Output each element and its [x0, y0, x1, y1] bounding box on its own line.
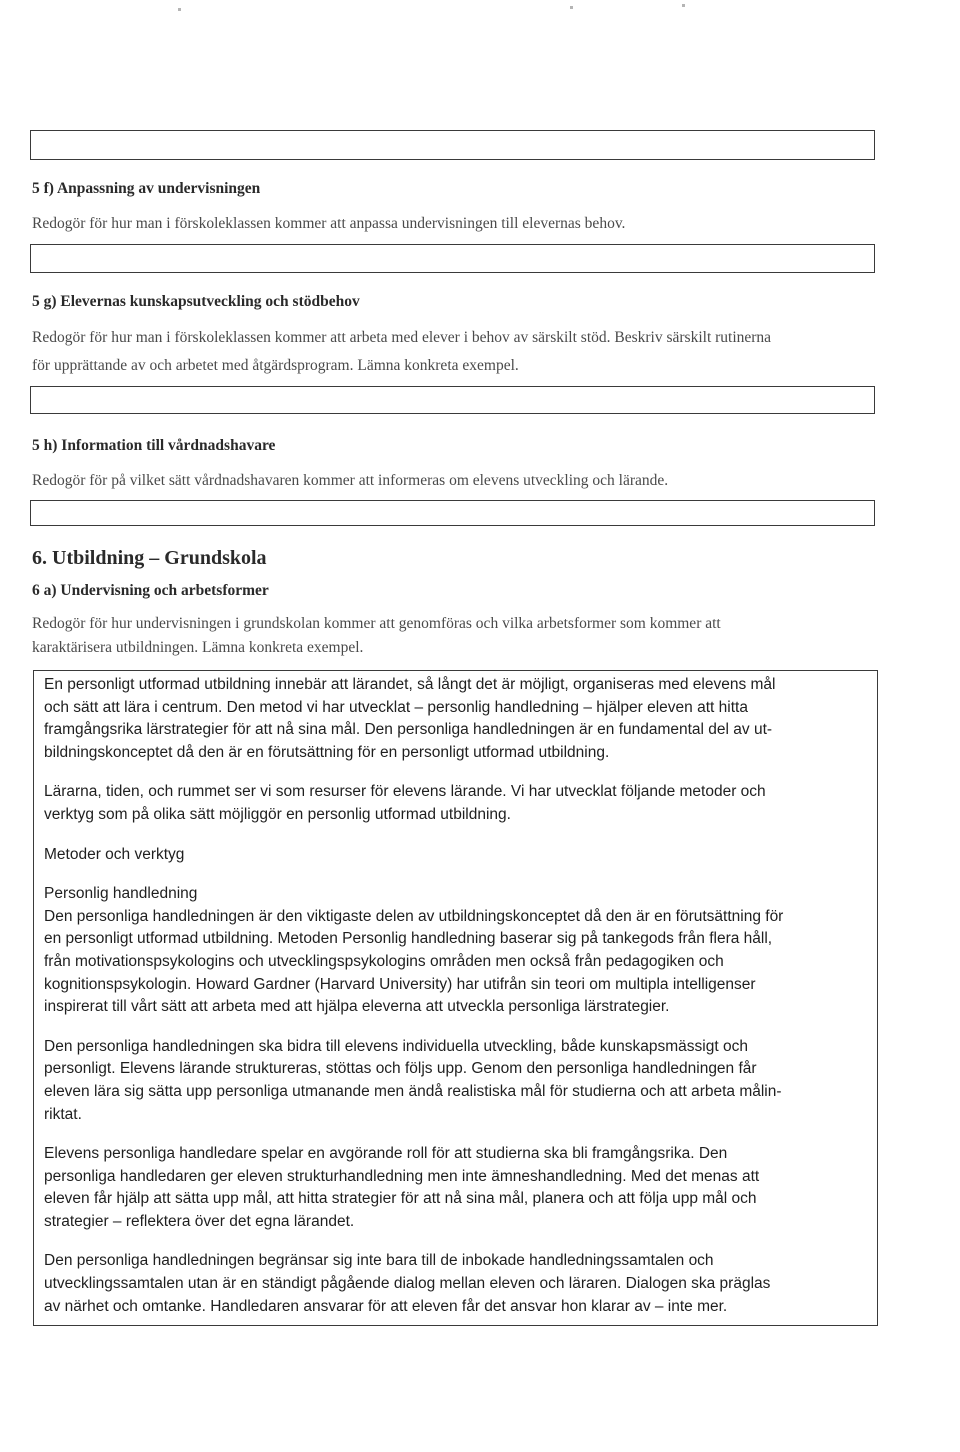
- answer-line: kognitionspsykologin. Howard Gardner (Harvard University) har utifrån sin teori om multipla intelligenser: [44, 975, 756, 993]
- answer-line: En personligt utformad utbildning innebär att lärandet, så långt det är möjligt, organiseras med elevens mål: [44, 676, 776, 693]
- answer-paragraph-7: [44, 1250, 869, 1318]
- answer-box-5h: [30, 500, 875, 526]
- prompt-6a-line2: karaktärisera utbildningen. Lämna konkreta exempel.: [32, 639, 364, 656]
- prompt-6a-line1: Redogör för hur undervisningen i grundskolan kommer att genomföras och vilka arbetsformer som kommer att: [32, 615, 721, 632]
- prompt-5g-line1: Redogör för hur man i förskoleklassen kommer att arbeta med elever i behov av särskilt stöd. Beskriv särskilt rutinerna: [32, 329, 772, 346]
- scan-artifact: [178, 8, 181, 11]
- prompt-5g-line2: för upprättande av och arbetet med åtgärdsprogram. Lämna konkreta exempel.: [32, 357, 519, 374]
- heading-5h: 5 h) Information till vårdnadshavare: [32, 437, 276, 454]
- answer-box-6a: [33, 670, 878, 1326]
- answer-line: strategier – reflektera över det egna lärandet.: [44, 1212, 355, 1230]
- answer-line: Den personliga handledningen ska bidra till elevens individuella utveckling, både kunskapsmässigt och: [44, 1037, 748, 1055]
- answer-line: personliga handledaren ger eleven strukturhandledning men inte ämneshandledning. Med det menas att: [44, 1167, 760, 1185]
- prompt-5f: Redogör för hur man i förskoleklassen kommer att anpassa undervisningen till elevernas behov.: [32, 215, 626, 232]
- answer-line: Elevens personliga handledare spelar en avgörande roll för att studierna ska bli framgångsrika. Den: [44, 1145, 728, 1163]
- heading-6a: 6 a) Undervisning och arbetsformer: [32, 582, 269, 599]
- answer-line: personligt. Elevens lärande struktureras, stöttas och följs upp. Genom den personliga handledningen får: [44, 1060, 757, 1078]
- answer-paragraph-4: [44, 883, 869, 1019]
- answer-line: inspirerat till vårt sätt att arbeta med att hjälpa eleverna att utveckla personliga lärstrategier.: [44, 998, 670, 1016]
- answer-line: Lärarna, tiden, och rummet ser vi som resurser för elevens lärande. Vi har utvecklat följande metoder och: [44, 783, 766, 801]
- answer-subheading-methods: Metoder och verktyg: [44, 845, 185, 863]
- prompt-5h: Redogör för på vilket sätt vårdnadshavaren kommer att informeras om elevens utveckling och lärande.: [32, 472, 669, 489]
- answer-line: bildningskonceptet då den är en förutsättning för en personligt utformad utbildning.: [44, 743, 610, 761]
- answer-line: eleven lära sig sätta upp personliga utmanande men ändå realistiska mål för studierna och att arbeta målin-: [44, 1082, 782, 1100]
- answer-line: Den personliga handledningen begränsar sig inte bara till de inbokade handledningssamtalen och: [44, 1252, 714, 1270]
- answer-line: och sätt att lära i centrum. Den metod vi har utvecklat – personlig handledning – hjälper eleven att hitta: [44, 698, 748, 716]
- answer-line: utvecklingssamtalen utan är en ständigt pågående dialog mellan eleven och läraren. Dialogen ska präglas: [44, 1275, 771, 1293]
- scan-artifact: [682, 4, 685, 7]
- answer-subheading-personal-guidance: Personlig handledning: [44, 885, 198, 903]
- answer-line: verktyg som på olika sätt möjliggör en personlig utformad utbildning.: [44, 805, 511, 823]
- answer-line: från motivationspsykologins och utvecklingspsykologins områden men också från pedagogiken och: [44, 952, 724, 970]
- answer-line: en personligt utformad utbildning. Metoden Personlig handledning baserar sig på tankegods från flera håll,: [44, 930, 773, 948]
- answer-box-5g: [30, 386, 875, 414]
- answer-box-previous: [30, 130, 875, 160]
- answer-paragraph-5: [44, 1036, 869, 1126]
- answer-line: Den personliga handledningen är den viktigaste delen av utbildningskonceptet då den är en förutsättning för: [44, 907, 784, 925]
- heading-5f: 5 f) Anpassning av undervisningen: [32, 180, 261, 197]
- answer-paragraph-6: [44, 1143, 869, 1233]
- section-title-6: 6. Utbildning – Grundskola: [32, 547, 267, 569]
- scan-artifact: [570, 6, 573, 9]
- answer-line: framgångsrika lärstrategier för att nå sina mål. Den personliga handledningen är en fundamental del av ut-: [44, 721, 773, 739]
- answer-line: av närhet och omtanke. Handledaren ansvarar för att eleven får det ansvar hon klarar av – inte mer.: [44, 1297, 728, 1315]
- answer-line: riktat.: [44, 1105, 82, 1123]
- answer-paragraph-1: [44, 674, 869, 764]
- answer-line: eleven får hjälp att sätta upp mål, att hitta strategier för att nå sina mål, planera och att följa upp mål och: [44, 1190, 757, 1208]
- answer-box-5f: [30, 244, 875, 273]
- heading-5g: 5 g) Elevernas kunskapsutveckling och stödbehov: [32, 293, 360, 310]
- answer-paragraph-2: [44, 781, 869, 826]
